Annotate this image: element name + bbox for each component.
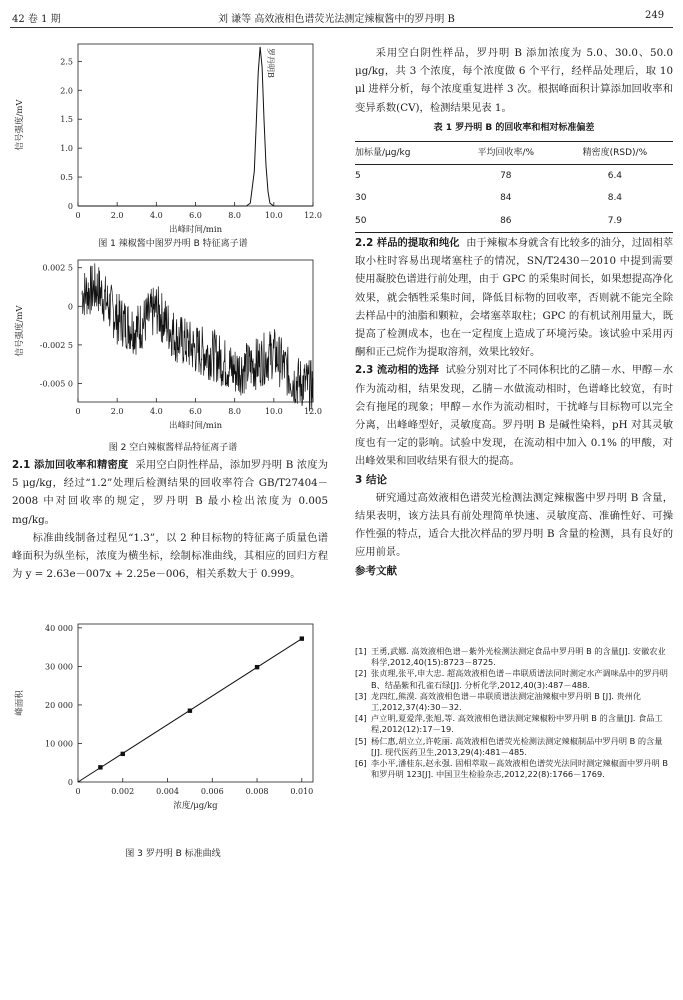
section-2-2-text: 由于辣椒本身就含有比较多的油分，过固相萃取小柱时容易出现堵塞柱子的情况，SN/T2430－2010 中提到需要使用凝胶色谱进行前处理，由于 GPC 的采集时间长，如果想提高净化效果，就会牺牲采集时间，降低目标物的回收率，否则就不能完全除去样品中的油脂和颗粒，会堵塞萃取柱；GPC 的有机试剂用量大，既提高了检测成本，也在一定程度上造成了环境污染。该试验中采用丙酮和正己烷作为提取溶剂，效果比较好。 bbox=[355, 237, 674, 359]
reference-item bbox=[355, 713, 673, 735]
figure-2-chart bbox=[8, 254, 338, 430]
y-tick-label: 0 bbox=[67, 202, 73, 211]
table-cell: 30 bbox=[355, 193, 367, 204]
chromatogram-line bbox=[78, 47, 313, 206]
data-point bbox=[98, 765, 102, 769]
journal-volume: 42 卷 1 期 bbox=[12, 14, 61, 25]
section-2-1-para1: 采用空白阴性样品，添加罗丹明 B 浓度为 5 μg/kg，经过“1.2”处理后检测结果的回收率符合 GB/T27404－2008 中对回收率的规定，罗丹明 B 最小检出浓度为 0.005 mg/kg。 bbox=[12, 459, 329, 526]
y-tick-label: 40 000 bbox=[45, 623, 73, 633]
y-tick-label: -0.002 5 bbox=[39, 340, 73, 350]
section-2-2-title: 2.2 样品的提取和纯化 bbox=[355, 237, 460, 249]
table-1 bbox=[355, 141, 673, 233]
reference-number: [6] bbox=[355, 758, 367, 769]
y-tick-label: 0.002 5 bbox=[42, 263, 73, 273]
right-column-body bbox=[355, 234, 673, 580]
figure-3 bbox=[8, 614, 338, 820]
x-tick-label: 0 bbox=[75, 211, 81, 220]
x-tick-label: 8.0 bbox=[228, 407, 242, 416]
x-tick-label: 0 bbox=[75, 407, 81, 416]
reference-text: 卢立明,夏爱萍,张旭,等. 高效液相色谱法测定辣椒粉中罗丹明 B 的含量[J]. 食品工程,2012(12):17－19. bbox=[371, 713, 663, 735]
table-cell: 86 bbox=[455, 210, 557, 233]
reference-item bbox=[355, 668, 673, 690]
x-tick-label: 0.006 bbox=[200, 787, 224, 796]
table-1-title: 表 1 罗丹明 B 的回收率和相对标准偏差 bbox=[433, 122, 595, 133]
y-tick-label: 10 000 bbox=[45, 739, 73, 749]
x-tick-label: 0.008 bbox=[245, 787, 269, 796]
x-tick-label: 4.0 bbox=[149, 407, 163, 416]
figure-1-chart bbox=[8, 38, 338, 234]
reference-number: [1] bbox=[355, 646, 367, 656]
x-tick-label: 4.0 bbox=[149, 211, 163, 220]
x-tick-label: 6.0 bbox=[189, 211, 202, 220]
y-tick-label: 0 bbox=[67, 302, 73, 312]
section-2-3-title: 2.3 流动相的选择 bbox=[355, 364, 439, 377]
y-axis-label: 峰面积 bbox=[15, 690, 25, 716]
table-cell: 7.9 bbox=[557, 210, 673, 233]
reference-text: 李小平,潘桂东,赵永强. 固相萃取－高效液相色谱荧光法同时测定辣椒面中罗丹明 B 和罗丹明 123[J]. 中国卫生检验杂志,2012,22(8):1766－1769. bbox=[371, 758, 669, 780]
table-cell: 5 bbox=[355, 171, 361, 182]
x-tick-label: 0.002 bbox=[111, 787, 135, 796]
header-rule bbox=[10, 27, 673, 28]
y-tick-label: 2.5 bbox=[60, 57, 73, 67]
references-title: 参考文献 bbox=[355, 564, 397, 577]
left-column-text bbox=[12, 456, 328, 583]
table-cell: 8.4 bbox=[607, 193, 623, 204]
table-1-header-1: 平均回收率/% bbox=[455, 142, 557, 165]
reference-text: 王勇,武娜. 高效液相色谱－紫外光检测法测定食品中罗丹明 B 的含量[J]. 安徽农业科学,2012,40(15):8723－8725. bbox=[371, 646, 666, 668]
data-point bbox=[188, 709, 192, 713]
reference-item bbox=[355, 736, 673, 758]
table-1-header-0: 加标量/μg/kg bbox=[355, 142, 455, 165]
table-cell: 78 bbox=[500, 171, 512, 182]
figure-3-caption: 图 3 罗丹明 B 标准曲线 bbox=[125, 849, 221, 859]
plot-frame bbox=[78, 624, 313, 782]
figure-2-caption: 图 2 空白辣椒酱样品特征离子谱 bbox=[108, 443, 238, 453]
table-cell: 50 bbox=[355, 210, 455, 233]
y-tick-label: -0.005 0 bbox=[39, 379, 73, 389]
section-2-1-title: 2.1 添加回收率和精密度 bbox=[12, 459, 129, 471]
x-tick-label: 6.0 bbox=[189, 407, 202, 416]
data-point bbox=[121, 752, 125, 756]
x-tick-label: 2.0 bbox=[110, 211, 124, 220]
x-tick-label: 12.0 bbox=[304, 211, 322, 220]
recovery-paragraph: 采用空白阴性样品，罗丹明 B 添加浓度为 5.0、30.0、50.0 μg/kg，共 3 个浓度，每个浓度做 6 个平行，经样品处理后，取 10 μl 进样分析，每个浓度重复进样 3 次。根据峰面积计算添加回收率和变异系数(CV)，检测结果见表 1。 bbox=[355, 47, 673, 114]
figure-1 bbox=[8, 38, 338, 234]
peak-label: 罗丹明B bbox=[266, 48, 276, 78]
section-2-3-text: 试验分别对比了不同体积比的乙腈－水、甲醇－水作为流动相，结果发现，乙腈－水做流动相时，色谱峰比较宽，有时会有拖尾的现象；甲醇－水作为流动相时，干扰峰与目标物可以完全分离，出峰峰型好，灵敏度高。罗丹明 B 是碱性染料，pH 对其灵敏度也有一定的影响。试验中发现，在流动相中加入 0.1% 的甲酸，对出峰效果和回收结果有很大的提高。 bbox=[355, 364, 674, 468]
reference-text: 张贞理,张平,申大忠. 超高效液相色谱－串联质谱法同时测定水产调味品中的罗丹明 B、结晶紫和孔雀石绿[J]. 分析化学,2012,40(3):487－488. bbox=[371, 668, 668, 690]
x-tick-label: 8.0 bbox=[228, 211, 242, 220]
y-tick-label: 1.0 bbox=[60, 144, 73, 154]
x-tick-label: 0.010 bbox=[290, 787, 314, 796]
y-tick-label: 0 bbox=[67, 778, 73, 787]
x-tick-label: 12.0 bbox=[304, 407, 322, 416]
reference-number: [5] bbox=[355, 735, 367, 746]
y-tick-label: 2.0 bbox=[60, 86, 73, 96]
reference-item bbox=[355, 691, 673, 713]
page-number: 249 bbox=[645, 10, 665, 21]
y-tick-label: 20 000 bbox=[45, 700, 73, 710]
x-axis-label: 出峰时间/min bbox=[168, 225, 223, 234]
reference-item bbox=[355, 758, 673, 780]
reference-item bbox=[355, 646, 673, 668]
data-point bbox=[300, 636, 304, 640]
plot-frame bbox=[78, 44, 313, 206]
x-axis-label: 浓度/μg/kg bbox=[173, 801, 218, 811]
y-tick-label: 0.5 bbox=[60, 173, 73, 183]
y-tick-label: 1.5 bbox=[60, 115, 73, 125]
section-2-1-para2: 标准曲线制备过程见“1.3”，以 2 种目标物的特征离子质量色谱峰面积为纵坐标，浓度为横坐标，绘制标准曲线，其相应的回归方程为 y = 2.63e－007x + 2.25e－006，相关系数大于 0.999。 bbox=[12, 531, 328, 581]
x-tick-label: 10.0 bbox=[264, 407, 283, 416]
table-1-header-2: 精密度(RSD)/% bbox=[557, 142, 673, 165]
x-tick-label: 10.0 bbox=[264, 211, 283, 220]
table-cell: 84 bbox=[500, 193, 512, 204]
figure-2 bbox=[8, 254, 338, 430]
x-tick-label: 0 bbox=[75, 787, 81, 796]
figure-1-caption: 图 1 辣椒酱中图罗丹明 B 特征离子谱 bbox=[98, 239, 248, 249]
x-tick-label: 2.0 bbox=[110, 407, 124, 416]
running-title: 刘 谦等 高效液相色谱荧光法测定辣椒酱中的罗丹明 B bbox=[218, 14, 455, 25]
x-tick-label: 0.004 bbox=[156, 787, 179, 796]
reference-number: [3] bbox=[355, 690, 367, 701]
right-column-top bbox=[355, 44, 673, 233]
reference-text: 杨仁惠,胡立立,许乾丽. 高效液相色谱荧光检测法测定辣椒制品中罗丹明 B 的含量[J]. 现代医药卫生,2013,29(4):481－485. bbox=[371, 735, 663, 757]
reference-list bbox=[355, 646, 673, 780]
reference-text: 龙四红,熊漠. 高效液相色谱－串联质谱法测定油辣椒中罗丹明 B [J]. 贵州化工,2012,37(4):30－32. bbox=[371, 690, 642, 713]
data-point bbox=[255, 665, 259, 669]
y-axis-label: 信号强度/mV bbox=[15, 99, 25, 151]
table-row bbox=[355, 165, 673, 188]
section-3-title: 3 结论 bbox=[355, 473, 387, 486]
noise-trace-line bbox=[82, 263, 313, 411]
table-row bbox=[355, 210, 673, 233]
figure-3-chart bbox=[8, 614, 338, 820]
reference-number: [2] bbox=[355, 668, 367, 679]
reference-number: [4] bbox=[355, 713, 367, 724]
section-3-text: 研究通过高效液相色谱荧光检测法测定辣椒酱中罗丹明 B 含量，结果表明，该方法具有前处理简单快速、灵敏度高、准确性好、可操作性强的特点，适合大批次样品的罗丹明 B 含量的检测，具有良好的应用前景。 bbox=[355, 491, 673, 559]
running-header bbox=[0, 0, 683, 26]
y-axis-label: 信号强度/mV bbox=[15, 305, 25, 357]
y-tick-label: 30 000 bbox=[45, 662, 73, 672]
table-cell: 6.4 bbox=[607, 171, 623, 182]
x-axis-label: 出峰时间/min bbox=[168, 421, 223, 430]
table-row bbox=[355, 187, 673, 209]
